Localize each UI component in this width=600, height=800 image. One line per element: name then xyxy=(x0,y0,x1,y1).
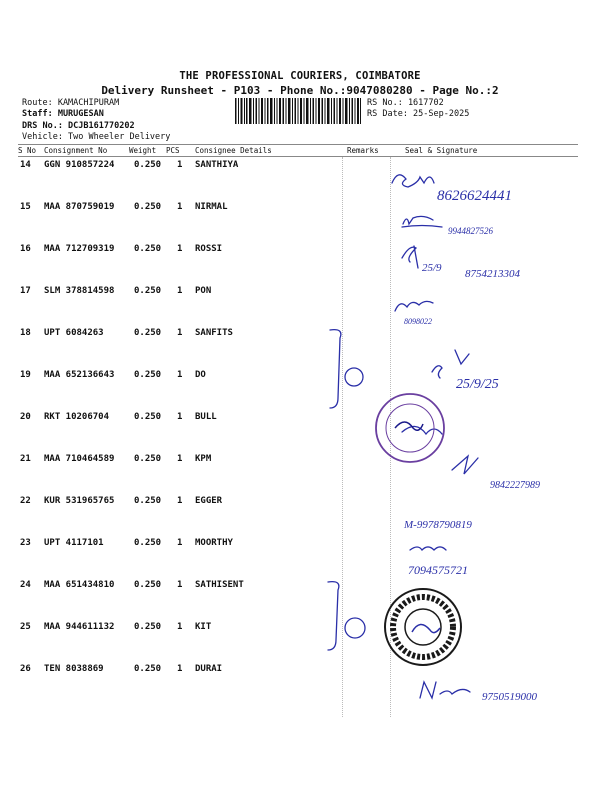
drs-label: DRS No.: DCJB161770202 xyxy=(22,121,135,131)
row-consignee: KIT xyxy=(195,622,212,632)
row-sno: 19 xyxy=(20,370,31,380)
table-row xyxy=(0,622,600,634)
rs-date: RS Date: 25-Sep-2025 xyxy=(367,109,470,119)
signature-26 xyxy=(420,682,470,698)
route-label: Route: KAMACHIPURAM xyxy=(22,98,120,108)
handwritten-phone-15: 9944827526 xyxy=(448,226,493,236)
table-row xyxy=(0,580,600,592)
row-sno: 18 xyxy=(20,328,31,338)
row-pcs: 1 xyxy=(177,160,183,170)
row-consignment-no: RKT 10206704 xyxy=(44,412,110,422)
row-consignee: DO xyxy=(195,370,206,380)
bracket-18 xyxy=(330,330,341,408)
handwritten-phone-26: 9750519000 xyxy=(482,691,537,703)
row-weight: 0.250 xyxy=(134,454,162,464)
row-sno: 16 xyxy=(20,244,31,254)
row-consignee: SATHISENT xyxy=(195,580,244,590)
row-weight: 0.250 xyxy=(134,370,162,380)
row-weight: 0.250 xyxy=(134,202,162,212)
row-pcs: 1 xyxy=(177,580,183,590)
col-seal: Seal & Signature xyxy=(405,146,478,155)
scribble-20 xyxy=(402,426,442,434)
handwritten-phone-16: 8754213304 xyxy=(465,268,520,280)
header-bottom-rule xyxy=(18,156,578,157)
row-weight: 0.250 xyxy=(134,538,162,548)
row-sno: 23 xyxy=(20,538,31,548)
row-pcs: 1 xyxy=(177,244,183,254)
handwritten-phone-14: 8626624441 xyxy=(437,188,512,204)
col-pcs: PCS xyxy=(166,146,180,155)
bull-agro-stamp xyxy=(376,394,444,462)
row-consignee: KPM xyxy=(195,454,212,464)
col-sno: S No xyxy=(18,146,37,155)
row-consignment-no: UPT 6084263 xyxy=(44,328,104,338)
row-weight: 0.250 xyxy=(134,286,162,296)
table-row xyxy=(0,160,600,172)
row-consignee: BULL xyxy=(195,412,217,422)
table-header xyxy=(0,146,600,156)
handwritten-date-19: 25/9/25 xyxy=(456,377,499,392)
row-consignment-no: MAA 710464589 xyxy=(44,454,115,464)
row-weight: 0.250 xyxy=(134,622,162,632)
vehicle-label: Vehicle: Two Wheeler Delivery xyxy=(22,132,171,142)
row-consignment-no: TEN 8038869 xyxy=(44,664,104,674)
header-top-rule xyxy=(18,144,578,145)
row-pcs: 1 xyxy=(177,664,183,674)
row-weight: 0.250 xyxy=(134,496,162,506)
barcode-image xyxy=(235,98,361,124)
signature-14 xyxy=(392,175,434,187)
table-row xyxy=(0,286,600,298)
row-consignee: MOORTHY xyxy=(195,538,233,548)
col-consignee: Consignee Details xyxy=(195,146,272,155)
row-consignee: DURAI xyxy=(195,664,223,674)
row-weight: 0.250 xyxy=(134,412,162,422)
row-weight: 0.250 xyxy=(134,244,162,254)
handwritten-phone-22: M-9978790819 xyxy=(404,519,472,531)
table-row xyxy=(0,244,600,256)
row-sno: 24 xyxy=(20,580,31,590)
row-pcs: 1 xyxy=(177,538,183,548)
staff-label: Staff: MURUGESAN xyxy=(22,109,104,119)
row-consignee: SANFITS xyxy=(195,328,233,338)
table-row xyxy=(0,412,600,424)
row-sno: 15 xyxy=(20,202,31,212)
row-consignee: SANTHIYA xyxy=(195,160,239,170)
runsheet-subtitle: Delivery Runsheet - P103 - Phone No.:9047080280 - Page No.:2 xyxy=(101,84,499,97)
row-weight: 0.250 xyxy=(134,580,162,590)
row-pcs: 1 xyxy=(177,622,183,632)
row-consignment-no: MAA 712709319 xyxy=(44,244,115,254)
row-consignment-no: MAA 870759019 xyxy=(44,202,115,212)
row-pcs: 1 xyxy=(177,202,183,212)
signature-17 xyxy=(395,301,433,311)
row-weight: 0.250 xyxy=(134,664,162,674)
row-pcs: 1 xyxy=(177,328,183,338)
handwritten-phone-20: 9842227989 xyxy=(490,480,540,491)
row-consignee: EGGER xyxy=(195,496,223,506)
row-pcs: 1 xyxy=(177,286,183,296)
row-sno: 20 xyxy=(20,412,31,422)
rs-number: RS No.: 1617702 xyxy=(367,98,444,108)
col-consignment: Consignment No xyxy=(44,146,108,155)
row-consignment-no: SLM 378814598 xyxy=(44,286,115,296)
table-row xyxy=(0,454,600,466)
row-sno: 21 xyxy=(20,454,31,464)
col-weight: Weight xyxy=(129,146,157,155)
table-row xyxy=(0,202,600,214)
row-sno: 22 xyxy=(20,496,31,506)
row-weight: 0.250 xyxy=(134,160,162,170)
row-consignment-no: MAA 651434810 xyxy=(44,580,115,590)
row-consignee: ROSSI xyxy=(195,244,223,254)
row-consignee: NIRMAL xyxy=(195,202,228,212)
row-sno: 17 xyxy=(20,286,31,296)
row-consignee: PON xyxy=(195,286,212,296)
row-consignment-no: MAA 944611132 xyxy=(44,622,115,632)
col-remarks: Remarks xyxy=(347,146,379,155)
row-pcs: 1 xyxy=(177,496,183,506)
row-sno: 14 xyxy=(20,160,31,170)
table-row xyxy=(0,538,600,550)
row-consignment-no: GGN 910857224 xyxy=(44,160,115,170)
row-weight: 0.250 xyxy=(134,328,162,338)
handwritten-phone-23: 7094575721 xyxy=(408,563,468,577)
row-sno: 26 xyxy=(20,664,31,674)
row-consignment-no: UPT 4117101 xyxy=(44,538,104,548)
table-row xyxy=(0,496,600,508)
company-title: THE PROFESSIONAL COURIERS, COIMBATORE xyxy=(179,70,421,82)
table-row xyxy=(0,664,600,676)
row-pcs: 1 xyxy=(177,454,183,464)
row-sno: 25 xyxy=(20,622,31,632)
signature-15 xyxy=(402,216,442,227)
row-pcs: 1 xyxy=(177,412,183,422)
handwritten-phone-17: 8098022 xyxy=(404,317,432,326)
table-row xyxy=(0,370,600,382)
row-consignment-no: MAA 652136643 xyxy=(44,370,115,380)
row-consignment-no: KUR 531965765 xyxy=(44,496,115,506)
table-row xyxy=(0,328,600,340)
row-pcs: 1 xyxy=(177,370,183,380)
handwritten-date-16: 25/9 xyxy=(422,262,442,274)
